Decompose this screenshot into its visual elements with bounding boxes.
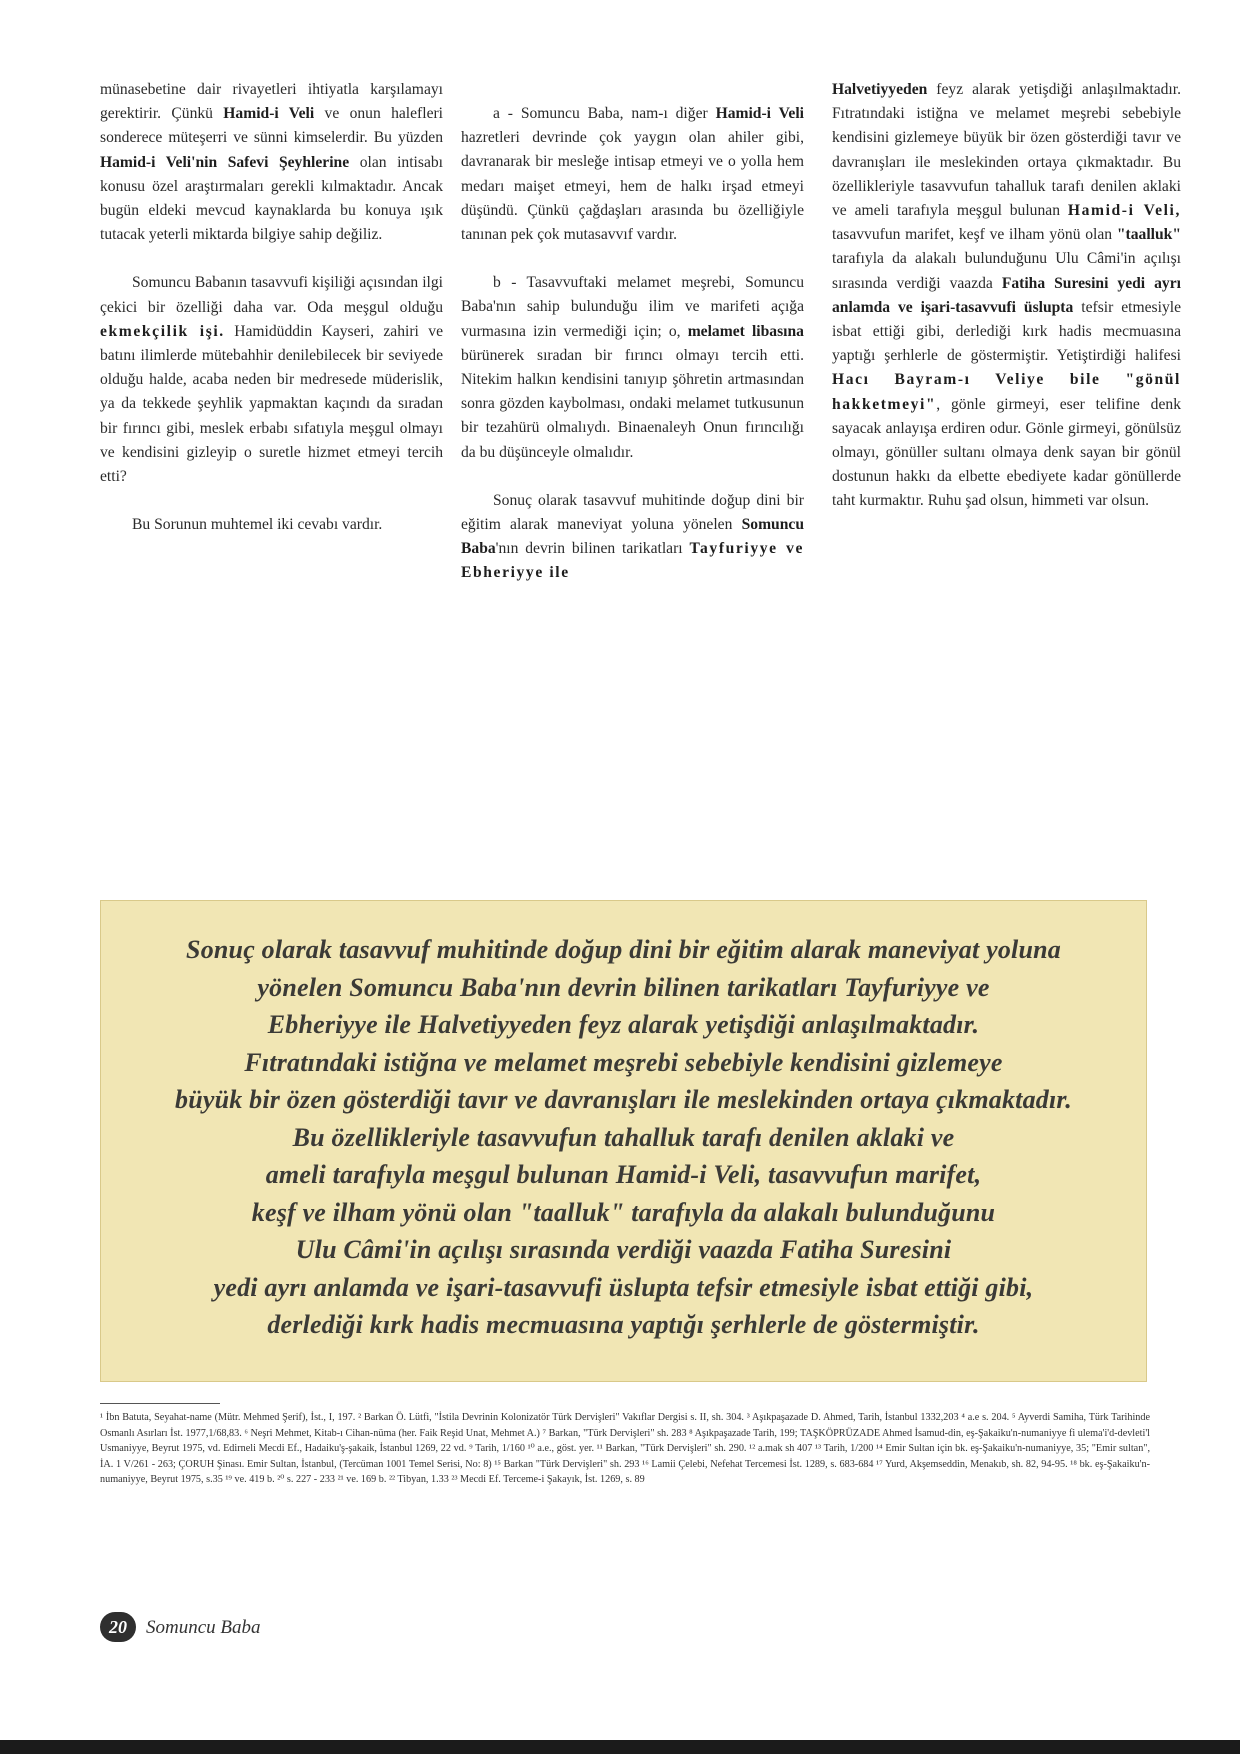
- name-hamid-i-veli: Hamid-i Veli: [715, 105, 805, 122]
- quote-line: Ulu Câmi'in açılışı sırasında verdiği vaazda Fatiha Suresini: [295, 1235, 952, 1264]
- text-suffix: 'nin: [191, 153, 218, 171]
- text-run: , gönle girmeyi, eser telifine denk sayacak anlayışa erdiren odur. Gönle girmeyi, gönülsüz olmayı, gönüller sultanı olmaya denk sayan bir gönül dostunun hakkı da elbette ebediyete kadar gönüllerde taht kurmaktır. Ruhu şad olsun, himmeti var olsun.: [832, 395, 1181, 510]
- text-run: feyz alarak yetişdiği anlaşılmaktadır. Fıtratındaki istiğna ve melamet meşrebi sebebiyle kendisini gizlemeye büyük bir özen gösterdiği tavır ve davranışları ile meslekinden ortaya çıkmaktadır. Bu özellikleriyle tasavvufun tahalluk tarafı denilen aklaki ve ameli tarafıyla meşgul bulunan: [832, 81, 1181, 220]
- name-safevi: Safevi Şeyhlerine: [227, 153, 350, 171]
- text-column-1: [100, 78, 443, 561]
- pull-quote-text: [121, 931, 1126, 1344]
- scan-edge-bar: [0, 1740, 1240, 1754]
- quote-line: yedi ayrı anlamda ve işari-tasavvufi üslupta tefsir etmesiyle isbat ettiği gibi,: [213, 1272, 1034, 1302]
- footnote-divider: [100, 1403, 220, 1404]
- name-somuncu-baba: Somuncu Baba: [461, 516, 804, 558]
- quote-line: derlediği kırk hadis mecmuasına yaptığı şerhlerle de göstermiştir.: [267, 1310, 980, 1339]
- paragraph: [832, 78, 1181, 514]
- paragraph: [461, 489, 804, 586]
- pull-quote-box: [100, 900, 1147, 1382]
- text-run: münasebetine dair rivayetleri ihtiyatla karşılamayı gerektirir. Çünkü: [100, 81, 443, 123]
- text-run: bürünerek sıradan bir fırıncı olmayı tercih etti. Nitekim halkın kendisini tanıyıp şöhretin artmasından sonra gözden kaybolması, ondaki melamet tutkusunun bir tezahürü olmalıydı. Binaenaleyh Onun fırıncılığı da bu düşünceyle olmalıdır.: [461, 346, 804, 461]
- quote-line: Fıtratındaki istiğna ve melamet meşrebi sebebiyle kendisini gizlemeye: [244, 1047, 1003, 1077]
- text-column-2: [461, 78, 804, 610]
- text-run: ve onun halefleri sonderece müteşerri ve sünni kimselerdir. Bu yüzden: [100, 105, 444, 147]
- quote-line: keşf ve ilham yönü olan "taalluk" tarafıyla da alakalı bulunduğunu: [251, 1197, 996, 1227]
- footnotes: ¹ İbn Batuta, Seyahat-name (Mütr. Mehmed Şerif), İst., I, 197. ² Barkan Ö. Lütfi, "İstila Devrinin Kolonizatör Türk Dervişleri" Vakıflar Dergisi s. II, sh. 304. ³ Aşıkpaşazade D. Ahmed, Tarih, İstanbul 1332,203 ⁴ a.e s. 204. ⁵ Ayverdi Samiha, Türk Tarihinde Osmanlı Asırları İst. 1977,1/68,83. ⁶ Neşri Mehmet, Kitab-ı Cihan-nüma (her. Faik Reşid Unat, Mehmet A.) ⁷ Barkan, "Türk Dervişleri" sh. 283 ⁸ Aşıkpaşazade Tarih, 199; TAŞKÖPRÜZADE Ahmed İsamud-din, eş-Şakaiku'n-numaniyye fi ulema'i'd-devleti'l Usmaniyye, Beyrut 1975, vd. Edirneli Mecdi Ef., Hadaiku'ş-şakaik, İstanbul 1269, 22 vd. ⁹ Tarih, 1/160 ¹⁰ a.e., göst. yer. ¹¹ Barkan, "Türk Dervişleri" sh. 290. ¹² a.mak sh 407 ¹³ Tarih, 1/200 ¹⁴ Emir Sultan için bk. eş-Şakaiku'n-numaniyye, 35; "Emir sultan", İA. 1 V/261 - 263; ÇORUH Şinası. Emir Sultan, İstanbul, (Tercüman 1001 Temel Serisi, No: 8) ¹⁵ Barkan "Türk Dervişleri" sh. 293 ¹⁶ Lamii Çelebi, Nefehat Tercemesi İst. 1289, s. 683-684 ¹⁷ Yurd, Akşemseddin, Menakıb, sh. 82, 94-95. ¹⁸ bk. eş-Şakaiku'n-numaniyye, Beyrut 1975, s.35 ¹⁹ ve. 419 b. ²⁰ s. 227 - 233 ²¹ ve. 169 b. ²² Tibyan, 1.33 ²³ Mecdi Ef. Terceme-i Şakayık, İst. 1269, s. 89: [100, 1412, 1150, 1486]
- text-run: a - Somuncu Baba, nam-ı diğer: [493, 105, 708, 122]
- text-run: tarafıyla da alakalı bulunduğunu Ulu Câmi'in açılışı sırasında verdiği vaazda: [832, 250, 1181, 292]
- page-number-badge: 20: [100, 1612, 136, 1642]
- paragraph: [100, 78, 443, 247]
- name-hamid-i-veli: Hamid-i Veli: [223, 105, 315, 123]
- highlight-taalluk: "taalluk": [1116, 226, 1181, 244]
- quote-line: Bu özellikleriyle tasavvufun tahalluk tarafı denilen aklaki ve: [292, 1122, 955, 1152]
- quote-line: ameli tarafıyla meşgul bulunan Hamid-i Veli, tasavvufun marifet,: [265, 1160, 982, 1189]
- name-hamid-i-veli: Hamid-i Veli: [100, 153, 192, 171]
- text-run: tasavvufun marifet, keşf ve ilham yönü olan: [832, 226, 1113, 244]
- highlight-ekmekcilik: ekmekçilik işi.: [100, 322, 225, 340]
- quote-line: büyük bir özen gösterdiği tavır ve davranışları ile meslekinden ortaya çıkmaktadır.: [175, 1085, 1072, 1114]
- quote-line: Sonuç olarak tasavvuf muhitinde doğup dini bir eğitim alarak maneviyat yoluna: [186, 935, 1061, 964]
- highlight-haci-bayram: Hacı Bayram-ı Veliye bile "gönül hakketmeyi": [832, 371, 1181, 413]
- text-run: b - Tasavvuftaki melamet meşrebi, Somuncu Baba'nın sahip bulunduğu ilim ve marifeti açığa vurmasına izin vermediği için; o,: [461, 274, 804, 340]
- highlight-tarikatlar: Tayfuriyye ve Ebheriyye ile: [461, 540, 804, 582]
- paragraph: [100, 271, 443, 489]
- text-run: hazretleri devrinde çok yaygın olan ahiler gibi, davranarak bir mesleğe intisap etmeyi ve o yolla hem medarı maişet etmeyi, hem de halkı irşad etmeyi düşündü. Çünkü çağdaşları arasında bu özelliğiyle tanınan pek çok mutasavvıf vardır.: [461, 129, 804, 244]
- text-run: olan intisabı konusu özel araştırmaları gerekli kılmaktadır. Ancak bugün eldeki mevcud kaynaklarda bu konuya ışık tutacak yeterli miktarda bilgiye sahip değiliz.: [100, 153, 443, 244]
- paragraph: [461, 271, 804, 465]
- name-hamid-i-veli: Hamid-i Veli,: [1067, 202, 1181, 220]
- highlight-fatiha: Fatiha Suresini yedi ayrı anlamda ve işari-tasavvufi üslupta: [832, 274, 1181, 316]
- text-run: tefsir etmesiyle isbat ettiği gibi, derlediği kırk hadis mecmuasına yaptığı şerhlerle de göstermiştir. Yetiştirdiği halifesi: [832, 298, 1182, 365]
- paragraph: Bu Sorunun muhtemel iki cevabı vardır.: [132, 516, 383, 534]
- quote-line: yönelen Somuncu Baba'nın devrin bilinen tarikatları Tayfuriyye ve: [257, 972, 990, 1002]
- paragraph: [461, 102, 804, 247]
- text-column-3: [832, 78, 1181, 538]
- highlight-halvetiyye: Halvetiyyeden: [832, 81, 928, 98]
- text-run: Somuncu Babanın tasavvufi kişiliği açısından ilgi çekici bir özelliği daha var. Oda meşgul olduğu: [100, 274, 443, 316]
- text-run: Hamidüddin Kayseri, zahiri ve batını ilimlerde mütebahhir denilebilecek bir seviyede olduğu halde, acaba neden bir medresede müderislik, ya da tekkede şeyhlik yapmaktan kaçındı da sıradan bir fırıncı gibi, meslek erbabı sıfatıyla meşgul olmayı ve kendisini gizleyip o suretle hizmet etmeyi tercih etti?: [100, 322, 443, 486]
- text-run: Sonuç olarak tasavvuf muhitinde doğup dini bir eğitim alarak maneviyat yoluna yönelen: [461, 491, 804, 534]
- highlight-melamet: melamet libasına: [687, 322, 804, 340]
- publication-title: Somuncu Baba: [146, 1617, 261, 1638]
- text-run: 'nın devrin bilinen tarikatları: [495, 540, 683, 558]
- quote-line: Ebheriyye ile Halvetiyyeden feyz alarak yetişdiği anlaşılmaktadır.: [267, 1010, 980, 1039]
